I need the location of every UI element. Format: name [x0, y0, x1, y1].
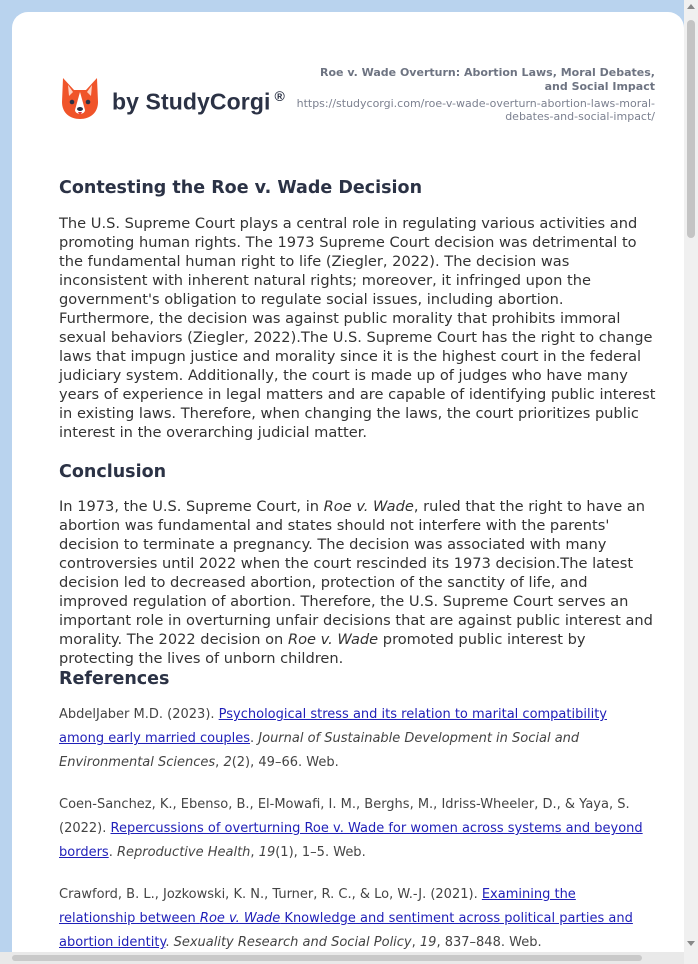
reference-entry — [59, 703, 656, 775]
document-url[interactable]: https://studycorgi.com/roe-v-wade-overturn-abortion-laws-moral-debates-and-social-impact/ — [296, 97, 655, 123]
section-references — [59, 668, 656, 690]
reference-link[interactable]: Repercussions of overturning Roe v. Wade for women across systems and beyond borders — [59, 821, 643, 860]
studycorgi-logo[interactable] — [60, 76, 285, 120]
scroll-down-icon[interactable] — [687, 941, 695, 946]
vertical-scrollbar[interactable] — [684, 0, 698, 964]
reference-text: AbdelJaber M.D. (2023). Psychological stress and its relation to marital compatibility among early married couples. Journal of Sustainable Development in Social and Environmental Sciences, 2(2), 49–66. Web. — [59, 707, 607, 770]
reference-text: Crawford, B. L., Jozkowski, K. N., Turner, R. C., & Lo, W.-J. (2021). Examining the relationship between Roe v. Wade Knowledge and sentiment across political parties and abortion identity. Sexuality Research and Social Policy, 19, 837–848. Web. — [59, 887, 633, 950]
corgi-icon — [60, 76, 100, 120]
section-contesting — [59, 177, 656, 199]
horizontal-scroll-thumb[interactable] — [12, 955, 642, 961]
brand-name: by StudyCorgi ® — [112, 88, 285, 115]
document-page — [12, 12, 684, 964]
reference-entry — [59, 883, 656, 955]
reference-link[interactable]: Examining the relationship between Roe v. Wade Knowledge and sentiment across political parties and abortion identity — [59, 887, 633, 950]
section-heading: Contesting the Roe v. Wade Decision — [59, 178, 423, 198]
reference-entry — [59, 793, 656, 865]
conclusion-body — [59, 497, 656, 668]
references-heading: References — [59, 669, 170, 689]
section-conclusion — [59, 461, 656, 483]
section-contesting-body — [59, 214, 656, 442]
reference-text: Coen-Sanchez, K., Ebenso, B., El-Mowafi, I. M., Berghs, M., Idriss-Wheeler, D., & Yaya, S. (2022). Repercussions of overturning Roe v. Wade for women across systems and beyond borders. Reproductive Health, 19(1), 1–5. Web. — [59, 797, 643, 860]
scroll-up-icon[interactable] — [687, 4, 695, 9]
document-title: Roe v. Wade Overturn: Abortion Laws, Moral Debates, and Social Impact — [320, 66, 655, 93]
reference-link[interactable]: Psychological stress and its relation to marital compatibility among early married couples — [59, 707, 607, 746]
scroll-thumb[interactable] — [687, 20, 695, 238]
paragraph: In 1973, the U.S. Supreme Court, in Roe v. Wade, ruled that the right to have an abortion was fundamental and states should not interfere with the parents' decision to terminate a pregnancy. The decision was associated with many controversies until 2022 when the court rescinded its 1973 decision.The latest decision led to decreased abortion, protection of the sanctity of life, and improved regulation of abortion. Therefore, the U.S. Supreme Court serves an important role in overturning unfair decisions that are against public interest and morality. The 2022 decision on Roe v. Wade promoted public interest by protecting the lives of unborn children. — [59, 498, 653, 667]
document-header — [295, 66, 655, 123]
paragraph: The U.S. Supreme Court plays a central role in regulating various activities and promoting human rights. The 1973 Supreme Court decision was detrimental to the fundamental human right to life (Ziegler, 2022). The decision was inconsistent with inherent natural rights; moreover, it infringed upon the government's obligation to regulate social issues, including abortion. Furthermore, the decision was against public morality that prohibits immoral sexual behaviors (Ziegler, 2022).The U.S. Supreme Court has the right to change laws that impugn justice and morality since it is the highest court in the federal judiciary system. Additionally, the court is made up of judges who have many years of experience in legal matters and are capable of identifying public interest in existing laws. Therefore, when changing the laws, the court prioritizes public interest in the overarching judicial matter. — [59, 215, 656, 441]
conclusion-heading: Conclusion — [59, 462, 167, 482]
horizontal-scrollbar[interactable] — [0, 952, 684, 964]
